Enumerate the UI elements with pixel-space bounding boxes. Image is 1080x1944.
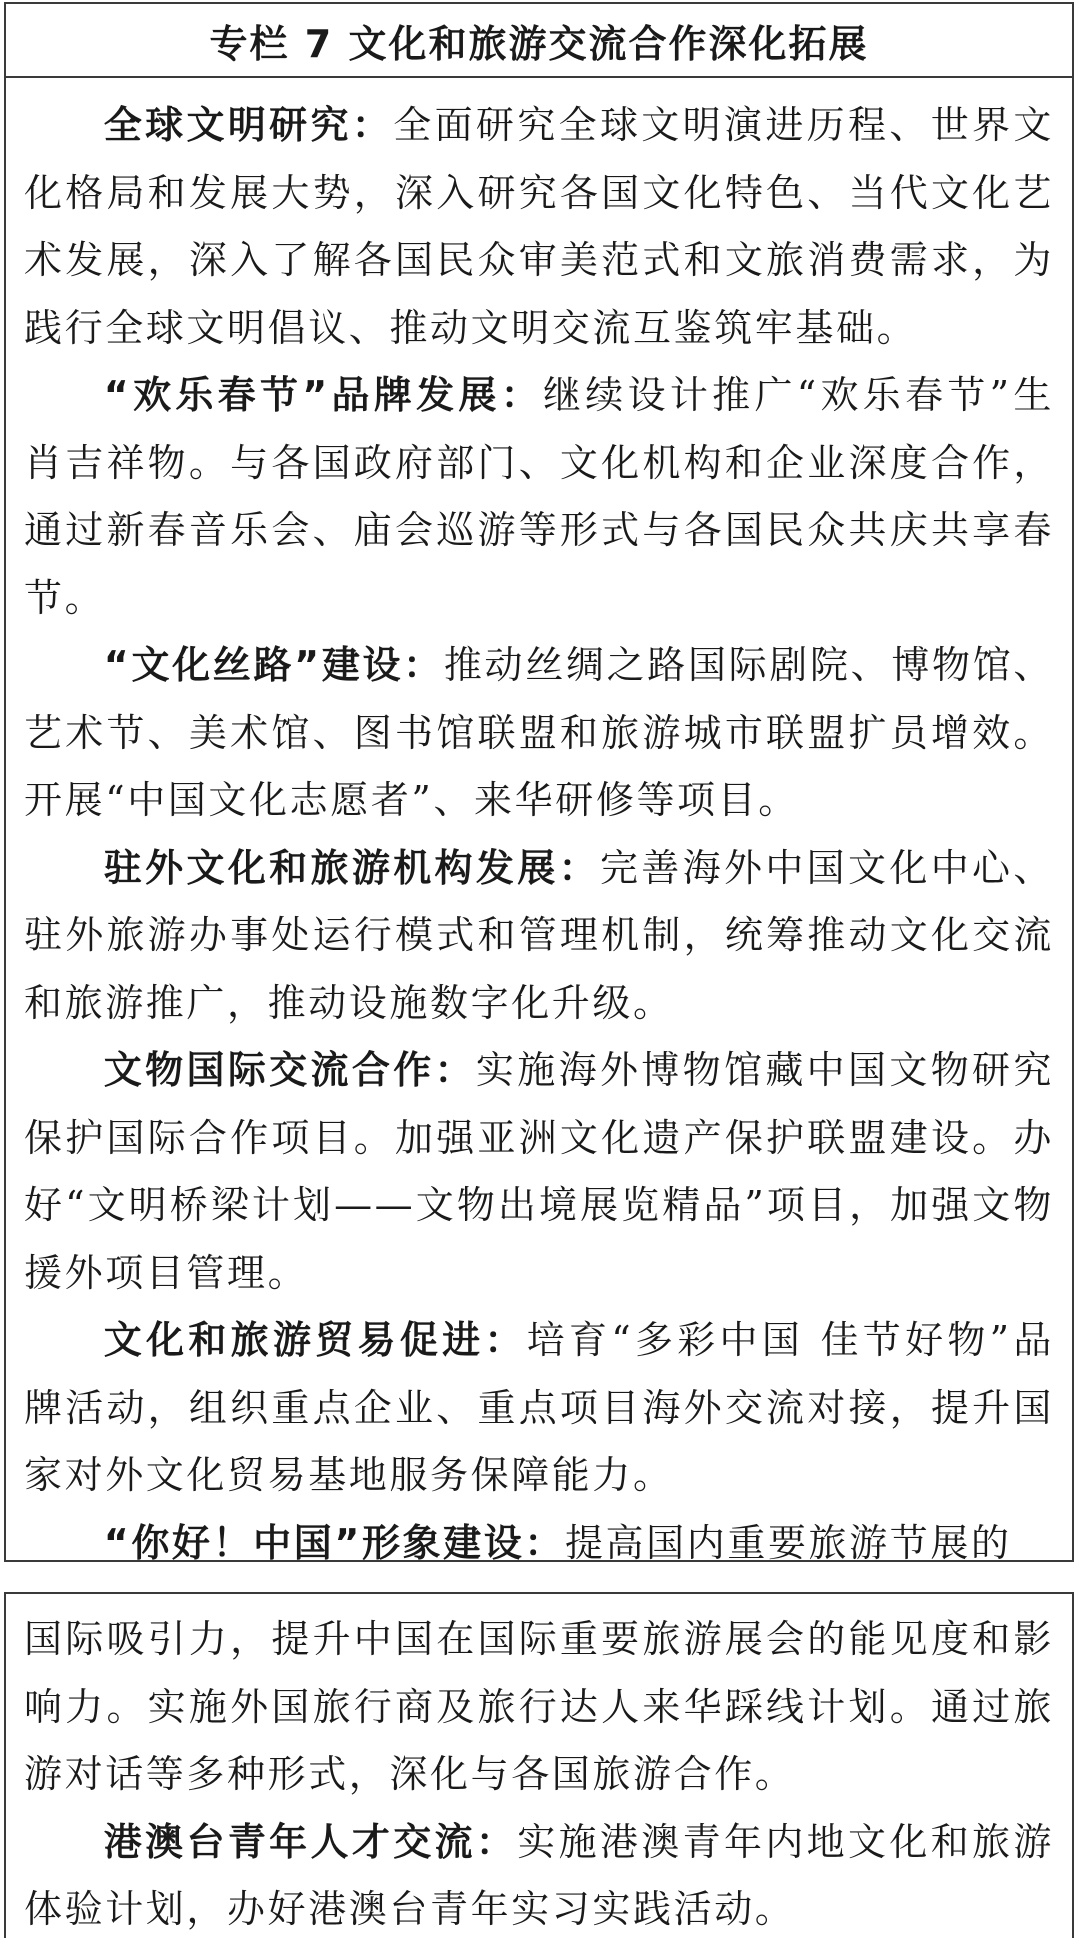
paragraph-text: 培育“多彩中国 佳节好物”品牌活动，组织重点企业、重点项目海外交流对接，提升国家对外文化贸易基地服务保障能力。	[24, 1318, 1054, 1497]
paragraph-text: 继续设计推广“欢乐春节”生肖吉祥物。与各国政府部门、文化机构和企业深度合作，通过新春音乐会、庙会巡游等形式与各国民众共庆共享春节。	[24, 373, 1054, 620]
column-box-top	[4, 2, 1074, 1565]
paragraph-cultural-silk-road	[24, 632, 1054, 835]
column-title: 专栏 7 文化和旅游交流合作深化拓展	[6, 4, 1072, 78]
paragraph-nihao-china-image	[24, 1510, 1054, 1578]
paragraph-text: 实施港澳青年内地文化和旅游体验计划，办好港澳台青年实习实践活动。	[24, 1819, 1054, 1931]
paragraph-trade-promotion	[24, 1307, 1054, 1510]
paragraph-lead: “你好！中国”形象建设：	[103, 1520, 565, 1565]
column-body-continued	[6, 1594, 1072, 1944]
paragraph-hk-macao-taiwan-youth	[24, 1809, 1054, 1944]
paragraph-lead: 驻外文化和旅游机构发展：	[103, 845, 600, 890]
paragraph-text: 实施海外博物馆藏中国文物研究保护国际合作项目。加强亚洲文化遗产保护联盟建设。办好“文明桥梁计划——文物出境展览精品”项目，加强文物援外项目管理。	[24, 1048, 1054, 1295]
paragraph-lead: 全球文明研究：	[103, 103, 394, 147]
paragraph-lead: 港澳台青年人才交流：	[103, 1819, 518, 1864]
paragraph-text: 提高国内重要旅游节展的	[564, 1520, 1012, 1565]
column-box-bottom	[4, 1592, 1074, 1938]
paragraph-lead: 文化和旅游贸易促进：	[103, 1318, 527, 1362]
paragraph-continuation: 国际吸引力，提升中国在国际重要旅游展会的能见度和影响力。实施外国旅行商及旅行达人来华踩线计划。通过旅游对话等多种形式，深化与各国旅游合作。	[24, 1617, 1054, 1796]
paragraph-global-civilization-research	[24, 92, 1054, 362]
paragraph-text: 完善海外中国文化中心、驻外旅游办事处运行模式和管理机制，统筹推动文化交流和旅游推广，推动设施数字化升级。	[24, 845, 1055, 1025]
paragraph-cultural-relics-exchange	[24, 1037, 1054, 1307]
paragraph-text: 推动丝绸之路国际剧院、博物馆、艺术节、美术馆、图书馆联盟和旅游城市联盟扩员增效。开展“中国文化志愿者”、来华研修等项目。	[24, 643, 1054, 822]
paragraph-lead: 文物国际交流合作：	[103, 1048, 476, 1092]
paragraph-lead: “欢乐春节”品牌发展：	[103, 373, 543, 417]
paragraph-text: 全面研究全球文明演进历程、世界文化格局和发展大势，深入研究各国文化特色、当代文化艺术发展，深入了解各国民众审美范式和文旅消费需求，为践行全球文明倡议、推动文明交流互鉴筑牢基础。	[24, 103, 1054, 350]
paragraph-overseas-institutions	[24, 835, 1054, 1038]
column-body	[6, 78, 1072, 1577]
paragraph-lead: “文化丝路”建设：	[103, 643, 444, 687]
paragraph-happy-spring-festival	[24, 362, 1054, 632]
